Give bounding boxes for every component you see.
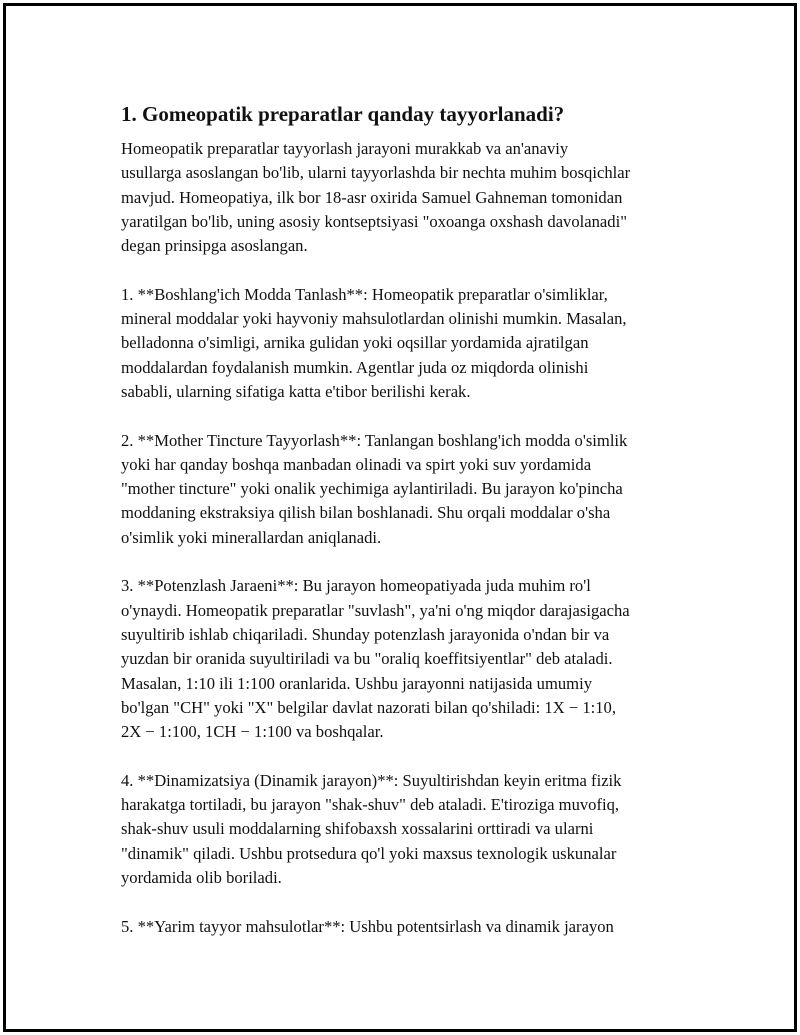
text-line: yuzdan bir oranida suyultiriladi va bu "oraliq koeffitsiyentlar" deb ataladi.	[121, 649, 613, 669]
text-line: o'ynaydi. Homeopatik preparatlar "suvlash", ya'ni o'ng miqdor darajasigacha	[121, 600, 630, 620]
text-line: belladonna o'simligi, arnika gulidan yoki oqsillar yordamida ajratilgan	[121, 333, 589, 353]
text-line: mavjud. Homeopatiya, ilk bor 18-asr oxirida Samuel Gahneman tomonidan	[121, 187, 623, 207]
document-body	[121, 101, 701, 963]
intro-paragraph	[121, 137, 701, 258]
document-heading: 1. Gomeopatik preparatlar qanday tayyorlanadi?	[121, 102, 565, 126]
text-line: usullarga asoslangan bo'lib, ularni tayyorlashda bir nechta muhim bosqichlar	[121, 163, 631, 183]
text-line: degan prinsipga asoslangan.	[121, 236, 308, 256]
step-2-paragraph	[121, 429, 701, 550]
text-line: o'simlik yoki minerallardan aniqlanadi.	[121, 527, 382, 547]
text-line: Homeopatik preparatlar tayyorlash jarayoni murakkab va an'anaviy	[121, 139, 569, 158]
text-line: 4. **Dinamizatsiya (Dinamik jarayon)**: Suyultirishdan keyin eritma fizik	[121, 770, 622, 790]
text-line: yordamida olib boriladi.	[121, 867, 282, 887]
text-line: bo'lgan "CH" yoki "X" belgilar davlat nazorati bilan qo'shiladi: 1X − 1:10,	[121, 697, 616, 717]
text-line: Masalan, 1:10 ili 1:100 oranlarida. Ushbu jarayonni natijasida umumiy	[121, 673, 592, 693]
text-line: 1. **Boshlang'ich Modda Tanlash**: Homeopatik preparatlar o'simliklar,	[121, 284, 608, 304]
step-1-paragraph	[121, 283, 701, 404]
text-line: "mother tincture" yoki onalik yechimiga aylantiriladi. Bu jarayon ko'pincha	[121, 479, 623, 499]
text-line: 2X − 1:100, 1CH − 1:100 va boshqalar.	[121, 722, 384, 742]
text-line: shak-shuv usuli moddalarning shifobaxsh xossalarini orttiradi va ularni	[121, 819, 594, 839]
text-line: 5. **Yarim tayyor mahsulotlar**: Ushbu potentsirlash va dinamik jarayon	[121, 916, 614, 936]
step-5-paragraph	[121, 915, 701, 939]
text-line: yaratilgan bo'lib, uning asosiy kontseptsiyasi "oxoanga oxshash davolanadi"	[121, 211, 627, 231]
step-3-paragraph	[121, 574, 701, 744]
text-line: yoki har qanday boshqa manbadan olinadi va spirt yoki suv yordamida	[121, 454, 592, 474]
text-line: sababli, ularning sifatiga katta e'tibor berilishi kerak.	[121, 381, 471, 401]
text-line: moddalardan foydalanish mumkin. Agentlar juda oz miqdorda olinishi	[121, 357, 589, 377]
text-line: 3. **Potenzlash Jaraeni**: Bu jarayon homeopatiyada juda muhim ro'l	[121, 576, 591, 596]
text-line: harakatga tortiladi, bu jarayon "shak-shuv" deb ataladi. E'tiroziga muvofiq,	[121, 795, 620, 815]
text-line: moddaning ekstraksiya qilish bilan boshlanadi. Shu orqali moddalar o'sha	[121, 503, 611, 523]
text-line: "dinamik" qiladi. Ushbu protsedura qo'l yoki maxsus texnologik uskunalar	[121, 843, 617, 863]
text-line: 2. **Mother Tincture Tayyorlash**: Tanlangan boshlang'ich modda o'simlik	[121, 430, 628, 450]
step-4-paragraph	[121, 769, 701, 890]
text-line: suyultirib ishlab chiqariladi. Shunday potenzlash jarayonida o'ndan bir va	[121, 624, 610, 644]
text-line: mineral moddalar yoki hayvoniy mahsulotlardan olinishi mumkin. Masalan,	[121, 309, 627, 329]
page-frame	[3, 3, 797, 1032]
